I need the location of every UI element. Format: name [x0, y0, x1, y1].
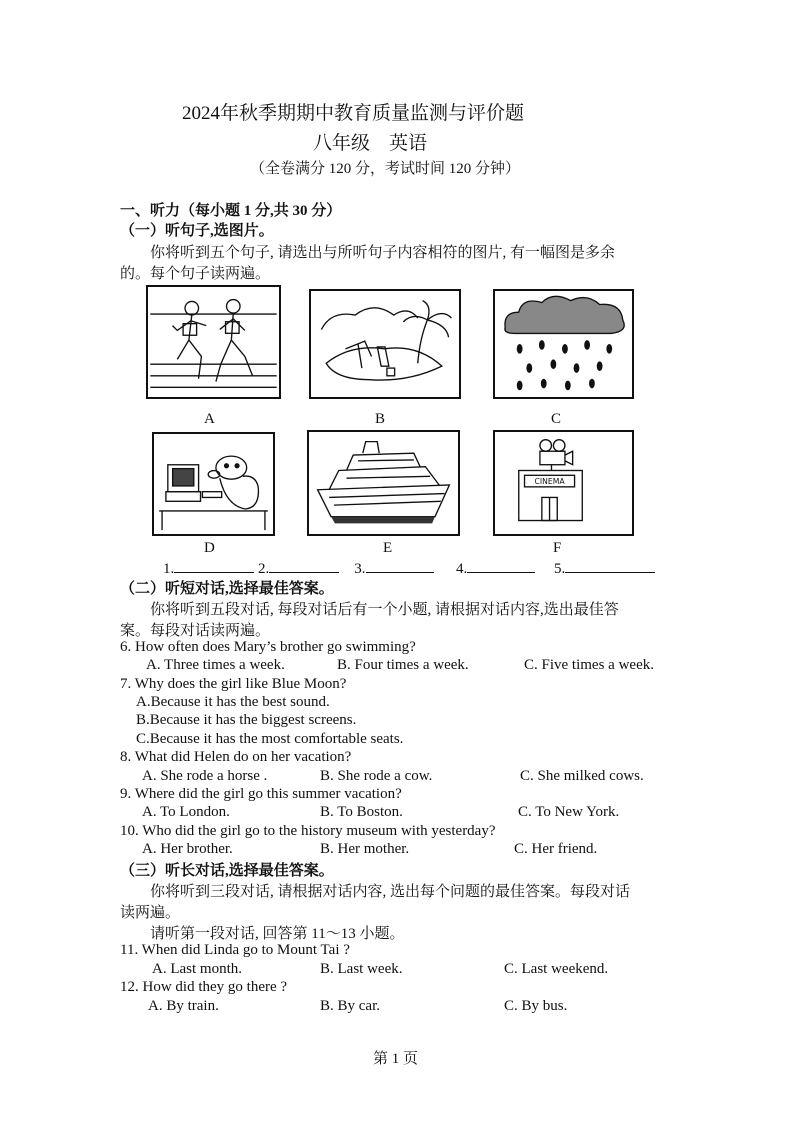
q12-option-a[interactable]: A. By train.	[148, 998, 219, 1014]
q7-option-a[interactable]: A.Because it has the best sound.	[136, 694, 330, 710]
question-6: 6. How often does Mary’s brother go swimming?	[120, 639, 416, 655]
runners-icon	[148, 287, 279, 397]
q12-option-b[interactable]: B. By car.	[320, 998, 380, 1014]
q8-option-c[interactable]: C. She milked cows.	[520, 768, 644, 784]
question-11: 11. When did Linda go to Mount Tai ?	[120, 942, 350, 958]
part1-heading: （一）听句子,选图片。	[120, 223, 274, 239]
blank-2-label: 2.	[258, 561, 270, 577]
pig-computer-icon	[154, 434, 273, 534]
question-8: 8. What did Helen do on her vacation?	[120, 749, 352, 765]
q6-option-c[interactable]: C. Five times a week.	[524, 657, 654, 673]
q9-option-c[interactable]: C. To New York.	[518, 804, 620, 820]
picture-e-label: E	[383, 540, 393, 556]
question-12: 12. How did they go there ?	[120, 979, 288, 995]
q10-option-b[interactable]: B. Her mother.	[320, 841, 410, 857]
blank-1-label: 1.	[163, 561, 175, 577]
picture-f-label: F	[553, 540, 562, 556]
question-9: 9. Where did the girl go this summer vacation?	[120, 786, 402, 802]
exam-note: （全卷满分 120 分，考试时间 120 分钟）	[250, 161, 521, 177]
q11-option-b[interactable]: B. Last week.	[320, 961, 403, 977]
blank-4[interactable]	[467, 558, 535, 573]
q7-option-b[interactable]: B.Because it has the biggest screens.	[136, 712, 357, 728]
part2-instruction: 你将听到五段对话, 每段对话后有一个小题, 请根据对话内容,选出最佳答	[150, 602, 619, 618]
exam-subtitle: 八年级 英语	[313, 133, 428, 154]
part3-instruction: 你将听到三段对话, 请根据对话内容, 选出每个问题的最佳答案。每段对话	[150, 884, 631, 900]
q10-option-c[interactable]: C. Her friend.	[514, 841, 598, 857]
blank-2[interactable]	[269, 558, 339, 573]
q7-option-c[interactable]: C.Because it has the most comfortable seats.	[136, 731, 404, 747]
part2-instruction-cont: 案。每段对话读两遍。	[120, 623, 271, 639]
q9-option-b[interactable]: B. To Boston.	[320, 804, 403, 820]
part2-heading: （二）听短对话,选择最佳答案。	[120, 581, 334, 597]
q10-option-a[interactable]: A. Her brother.	[142, 841, 233, 857]
beach-island-icon	[311, 291, 459, 397]
q11-option-c[interactable]: C. Last weekend.	[504, 961, 609, 977]
picture-a	[146, 285, 281, 399]
cruise-ship-icon	[309, 432, 458, 534]
blank-1[interactable]	[174, 558, 254, 573]
q6-option-a[interactable]: A. Three times a week.	[146, 657, 285, 673]
part1-instruction-cont: 的。每个句子读两遍。	[120, 266, 271, 282]
cinema-sign: CINEMA	[534, 476, 565, 486]
blank-5[interactable]	[565, 558, 655, 573]
question-10: 10. Who did the girl go to the history museum with yesterday?	[120, 823, 496, 839]
exam-title: 2024年秋季期期中教育质量监测与评价题	[182, 103, 525, 124]
picture-c	[493, 289, 634, 399]
blank-3-label: 3.	[354, 561, 366, 577]
picture-d-label: D	[204, 540, 215, 556]
picture-b	[309, 289, 461, 399]
section-heading: 一、听力（每小题 1 分,共 30 分）	[120, 203, 342, 219]
blank-4-label: 4.	[456, 561, 468, 577]
picture-c-label: C	[551, 411, 562, 427]
part3-sub-instruction: 请听第一段对话, 回答第 11～13 小题。	[150, 926, 405, 942]
blank-5-label: 5.	[554, 561, 566, 577]
question-7: 7. Why does the girl like Blue Moon?	[120, 676, 347, 692]
part3-heading: （三）听长对话,选择最佳答案。	[120, 863, 334, 879]
picture-d	[152, 432, 275, 536]
picture-b-label: B	[375, 411, 386, 427]
part3-instruction-cont: 读两遍。	[120, 905, 181, 921]
picture-a-label: A	[204, 411, 215, 427]
picture-e	[307, 430, 460, 536]
q8-option-b[interactable]: B. She rode a cow.	[320, 768, 433, 784]
blank-3[interactable]	[366, 558, 434, 573]
page-number: 第 1 页	[373, 1051, 419, 1067]
q8-option-a[interactable]: A. She rode a horse .	[142, 768, 268, 784]
q12-option-c[interactable]: C. By bus.	[504, 998, 568, 1014]
answer-blanks	[163, 558, 655, 578]
q9-option-a[interactable]: A. To London.	[142, 804, 230, 820]
q6-option-b[interactable]: B. Four times a week.	[337, 657, 469, 673]
q11-option-a[interactable]: A. Last month.	[152, 961, 242, 977]
cinema-icon	[495, 432, 632, 534]
picture-f	[493, 430, 634, 536]
rain-cloud-icon	[495, 291, 632, 397]
part1-instruction: 你将听到五个句子, 请选出与所听句子内容相符的图片, 有一幅图是多余	[150, 245, 616, 261]
